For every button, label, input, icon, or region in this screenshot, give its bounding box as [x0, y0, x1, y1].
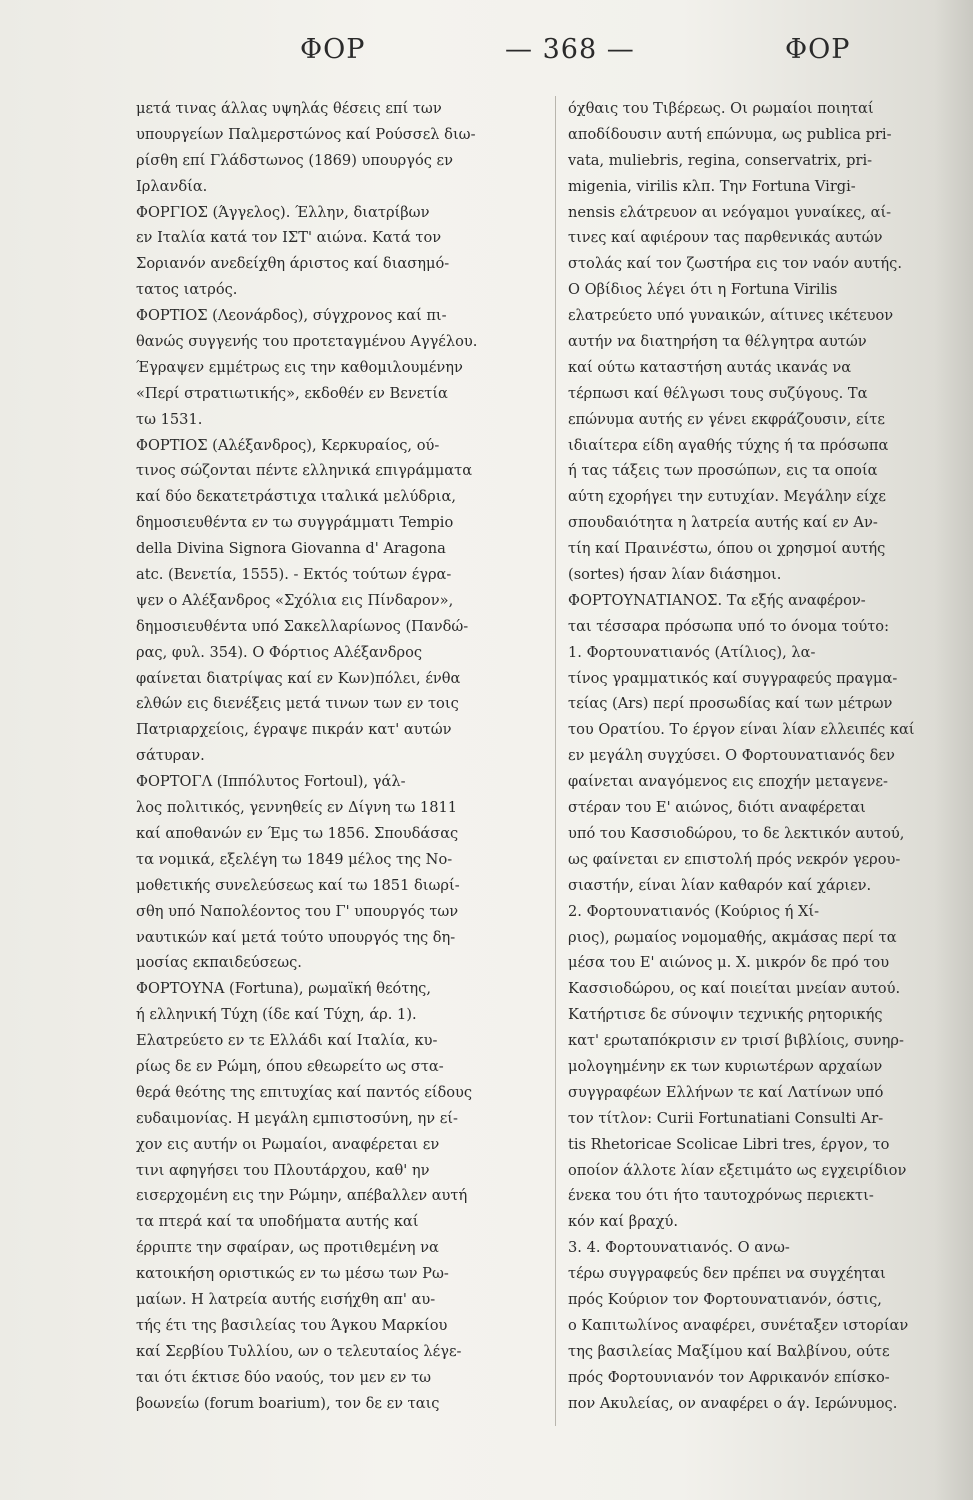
text-line: σιαστήν, είναι λίαν καθαρόν καί χάριεν.	[568, 876, 872, 894]
text-line: της βασιλείας Μαξίμου καί Βαλβίνου, ούτε	[568, 1342, 890, 1360]
text-line: vata, muliebris, regina, conservatrix, pri-	[568, 151, 873, 169]
text-line: κατοικήση οριστικώς εν τω μέσω των Ρω-	[136, 1265, 449, 1283]
text-line: συγγραφέων Ελλήνων τε καί Λατίνων υπό	[568, 1083, 884, 1101]
text-line: δημοσιευθέντα εν τω συγγράμματι Tempio	[136, 514, 454, 532]
page-number: — 368 —	[505, 34, 635, 65]
text-line: Ιρλανδία.	[136, 177, 208, 195]
text-line: τον τίτλον: Curii Fortunatiani Consulti Ar-	[568, 1109, 884, 1127]
text-line: Σοριανόν ανεδείχθη άριστος καί διασημό-	[136, 255, 450, 273]
text-line: επώνυμα αυτής εν γένει εκφράζουσιν, είτε	[568, 410, 885, 428]
text-line: ο Καπιτωλίνος αναφέρει, συνέταξεν ιστορίαν	[568, 1316, 909, 1334]
text-line: σάτυραν.	[136, 747, 205, 765]
text-line: ται τέσσαρα πρόσωπα υπό το όνομα τούτο:	[568, 617, 889, 635]
text-line: όχθαις του Τιβέρεως. Οι ρωμαίοι ποιηταί	[568, 100, 874, 117]
text-line: ελθών εις διενέξεις μετά τινων των εν τοις	[136, 695, 459, 713]
text-line: tis Rhetoricae Scolicae Libri tres, έργον, το	[568, 1135, 890, 1153]
text-line: κατ' ερωταπόκρισιν εν τρισί βιβλίοις, συνηρ-	[568, 1032, 904, 1050]
text-line: τατος ιατρός.	[136, 281, 238, 299]
text-line: (sortes) ήσαν λίαν διάσημοι.	[568, 566, 782, 584]
text-line: 2. Φορτουνατιανός (Κούριος ή Χί-	[568, 902, 820, 920]
text-line: τω 1531.	[136, 410, 203, 428]
text-line: δημοσιευθέντα υπό Σακελλαρίωνος (Πανδώ-	[136, 617, 469, 635]
text-line: έρριπτε την σφαίραν, ως προτιθεμένη να	[136, 1239, 439, 1257]
text-line: τέρπωσι καί θέλγωσι τους συζύγους. Τα	[568, 384, 868, 402]
text-line: ως φαίνεται εν επιστολή πρός νεκρόν γερου-	[568, 850, 901, 868]
text-line: τα νομικά, εξελέγη τω 1849 μέλος της Νο-	[136, 850, 453, 868]
text-line: εν Ιταλία κατά τον ΙΣΤ' αιώνα. Κατά τον	[136, 229, 442, 247]
text-line: ΦΟΡΤΟΓΛ (Ιππόλυτος Fortoul), γάλ-	[136, 773, 406, 791]
text-line: στέραν του Ε' αιώνος, διότι αναφέρεται	[568, 799, 866, 817]
text-line: ελατρεύετο υπό γυναικών, αίτινες ικέτευον	[568, 307, 894, 325]
left-column	[136, 96, 544, 1496]
text-line: φαίνεται αναγόμενος εις εποχήν μεταγενε-	[568, 773, 888, 791]
text-line: αυτήν να διατηρήση τα θέλγητρα αυτών	[568, 333, 867, 351]
text-line: καί ούτω καταστήση αυτάς ικανάς να	[568, 358, 852, 376]
text-line: τίη καί Πραινέστω, όπου οι χρησμοί αυτής	[568, 540, 886, 558]
right-column	[568, 96, 963, 1496]
text-line: υπό του Κασσιοδώρου, το δε λεκτικόν αυτού,	[568, 824, 905, 842]
text-line: θερά θεότης της επιτυχίας καί παντός είδους	[136, 1083, 473, 1101]
text-line: ΦΟΡΓΙΟΣ (Άγγελος). Έλλην, διατρίβων	[136, 203, 430, 221]
text-line: μετά τινας άλλας υψηλάς θέσεις επί των	[136, 100, 442, 117]
text-line: Κασσιοδώρου, ος καί ποιείται μνείαν αυτού.	[568, 980, 901, 998]
text-line: Ο Οβίδιος λέγει ότι η Fortuna Virilis	[568, 281, 838, 299]
text-line: ιδιαίτερα είδη αγαθής τύχης ή τα πρόσωπα	[568, 436, 889, 454]
text-line: ΦΟΡΤΟΥΝΑΤΙΑΝΟΣ. Τα εξής αναφέρον-	[568, 591, 866, 609]
text-line: καί δύο δεκατετράστιχα ιταλικά μελύδρια,	[136, 488, 456, 506]
text-line: nensis ελάτρευον αι νεόγαμοι γυναίκες, αί-	[568, 203, 892, 221]
text-line: καί αποθανών εν Έμς τω 1856. Σπουδάσας	[136, 824, 459, 842]
text-line: τής έτι της βασιλείας του Άγκου Μαρκίου	[136, 1316, 448, 1334]
text-line: του Ορατίου. Το έργον είναι λίαν ελλειπές καί	[568, 721, 915, 739]
text-line: ται ότι έκτισε δύο ναούς, τον μεν εν τω	[136, 1368, 432, 1386]
text-line: εν μεγάλη συγχύσει. Ο Φορτουνατιανός δεν	[568, 747, 895, 765]
text-line: μοθετικής συνελεύσεως καί τω 1851 διωρί-	[136, 876, 460, 894]
text-line: εισερχομένη εις την Ρώμην, απέβαλλεν αυτή	[136, 1187, 468, 1205]
text-line: μαίων. Η λατρεία αυτής εισήχθη απ' αυ-	[136, 1290, 436, 1308]
text-line: τινος σώζονται πέντε ελληνικά επιγράμματα	[136, 462, 473, 480]
text-line: atc. (Βενετία, 1555). - Εκτός τούτων έγρα-	[136, 566, 452, 584]
text-line: 1. Φορτουνατιανός (Ατίλιος), λα-	[568, 643, 816, 661]
text-line: ναυτικών καί μετά τούτο υπουργός της δη-	[136, 928, 456, 946]
text-line: μολογημένην εκ των κυριωτέρων αρχαίων	[568, 1057, 883, 1075]
text-line: della Divina Signora Giovanna d' Aragona	[136, 540, 446, 558]
text-line: ένεκα του ότι ήτο ταυτοχρόνως περιεκτι-	[568, 1187, 874, 1205]
text-line: ή ελληνική Τύχη (ίδε καί Τύχη, άρ. 1).	[136, 1006, 417, 1024]
text-line: ΦΟΡΤΙΟΣ (Αλέξανδρος), Κερκυραίος, ού-	[136, 436, 440, 454]
text-line: τινες καί αφιέρουν τας παρθενικάς αυτών	[568, 229, 883, 247]
text-line: μοσίας εκπαιδεύσεως.	[136, 954, 302, 972]
text-line: βοωνείω (forum boarium), τον δε εν ταις	[136, 1394, 440, 1412]
header-right-word: ΦΟΡ	[785, 34, 851, 65]
text-line: migenia, virilis κλπ. Την Fortuna Virgi-	[568, 177, 856, 195]
text-line: τινι αφηγήσει του Πλουτάρχου, καθ' ην	[136, 1161, 430, 1179]
text-line: ΦΟΡΤΙΟΣ (Λεονάρδος), σύγχρονος καί πι-	[136, 307, 447, 325]
text-line: τέρω συγγραφεύς δεν πρέπει να συγχέηται	[568, 1265, 886, 1283]
text-line: κόν καί βραχύ.	[568, 1213, 678, 1231]
text-line: στολάς καί τον ζωστήρα εις τον ναόν αυτής.	[568, 255, 902, 273]
text-line: τα πτερά καί τα υποδήματα αυτής καί	[136, 1213, 419, 1231]
text-line: 3. 4. Φορτουνατιανός. Ο ανω-	[568, 1239, 790, 1257]
header-left-word: ΦΟΡ	[300, 34, 366, 65]
text-line: χον εις αυτήν οι Ρωμαίοι, αναφέρεται εν	[136, 1135, 440, 1153]
text-line: ριος), ρωμαίος νομομαθής, ακμάσας περί τα	[568, 928, 897, 946]
text-line: αύτη εχορήγει την ευτυχίαν. Μεγάλην είχε	[568, 488, 886, 506]
column-divider	[555, 96, 556, 1426]
text-line: πρός Φορτουνιανόν τον Αφρικανόν επίσκο-	[568, 1368, 890, 1386]
text-line: Κατήρτισε δε σύνοψιν τεχνικής ρητορικής	[568, 1006, 883, 1024]
text-line: σθη υπό Ναπολέοντος του Γ' υπουργός των	[136, 902, 459, 920]
text-line: τείας (Ars) περί προσωδίας καί των μέτρων	[568, 695, 893, 713]
text-line: ή τας τάξεις των προσώπων, εις τα οποία	[568, 462, 878, 480]
text-line: σπουδαιότητα η λατρεία αυτής καί εν Αν-	[568, 514, 878, 532]
text-line: ευδαιμονίας. Η μεγάλη εμπιστοσύνη, ην εί-	[136, 1109, 458, 1127]
text-line: πρός Κούριον τον Φορτουνατιανόν, όστις,	[568, 1290, 882, 1308]
text-line: Έγραψεν εμμέτρως εις την καθομιλουμένην	[136, 358, 463, 376]
text-line: φαίνεται διατρίψας καί εν Κων)πόλει, ένθα	[136, 669, 461, 687]
text-line: «Περί στρατιωτικής», εκδοθέν εν Βενετία	[136, 384, 448, 402]
text-line: καί Σερβίου Τυλλίου, ων ο τελευταίος λέγε-	[136, 1342, 462, 1360]
text-line: ΦΟΡΤΟΥΝΑ (Fortuna), ρωμαϊκή θεότης,	[136, 980, 431, 998]
text-line: θανώς συγγενής του προτεταγμένου Αγγέλου.	[136, 333, 478, 351]
text-line: υπουργείων Παλμερστώνος καί Ρούσσελ διω-	[136, 125, 476, 143]
text-line: Πατριαρχείοις, έγραψε πικράν κατ' αυτών	[136, 721, 452, 739]
text-line: ρίως δε εν Ρώμη, όπου εθεωρείτο ως στα-	[136, 1057, 444, 1075]
text-line: ρας, φυλ. 354). Ο Φόρτιος Αλέξανδρος	[136, 643, 423, 661]
text-line: ρίσθη επί Γλάδστωνος (1869) υπουργός εν	[136, 151, 453, 169]
text-line: τίνος γραμματικός καί συγγραφεύς πραγμα-	[568, 669, 898, 687]
text-line: πον Ακυλείας, ον αναφέρει ο άγ. Ιερώνυμος.	[568, 1394, 898, 1412]
text-line: λος πολιτικός, γεννηθείς εν Δίγνη τω 1811	[136, 799, 458, 817]
text-line: μέσα του Ε' αιώνος μ. Χ. μικρόν δε πρό του	[568, 954, 890, 972]
text-line: αποδίδουσιν αυτή επώνυμα, ως publica pri-	[568, 125, 892, 143]
text-line: ψεν ο Αλέξανδρος «Σχόλια εις Πίνδαρον»,	[136, 591, 454, 609]
text-line: οποίον άλλοτε λίαν εξετιμάτο ως εγχειρίδιον	[568, 1161, 907, 1179]
text-line: Ελατρεύετο εν τε Ελλάδι καί Ιταλία, κυ-	[136, 1032, 438, 1050]
running-head	[0, 30, 973, 70]
